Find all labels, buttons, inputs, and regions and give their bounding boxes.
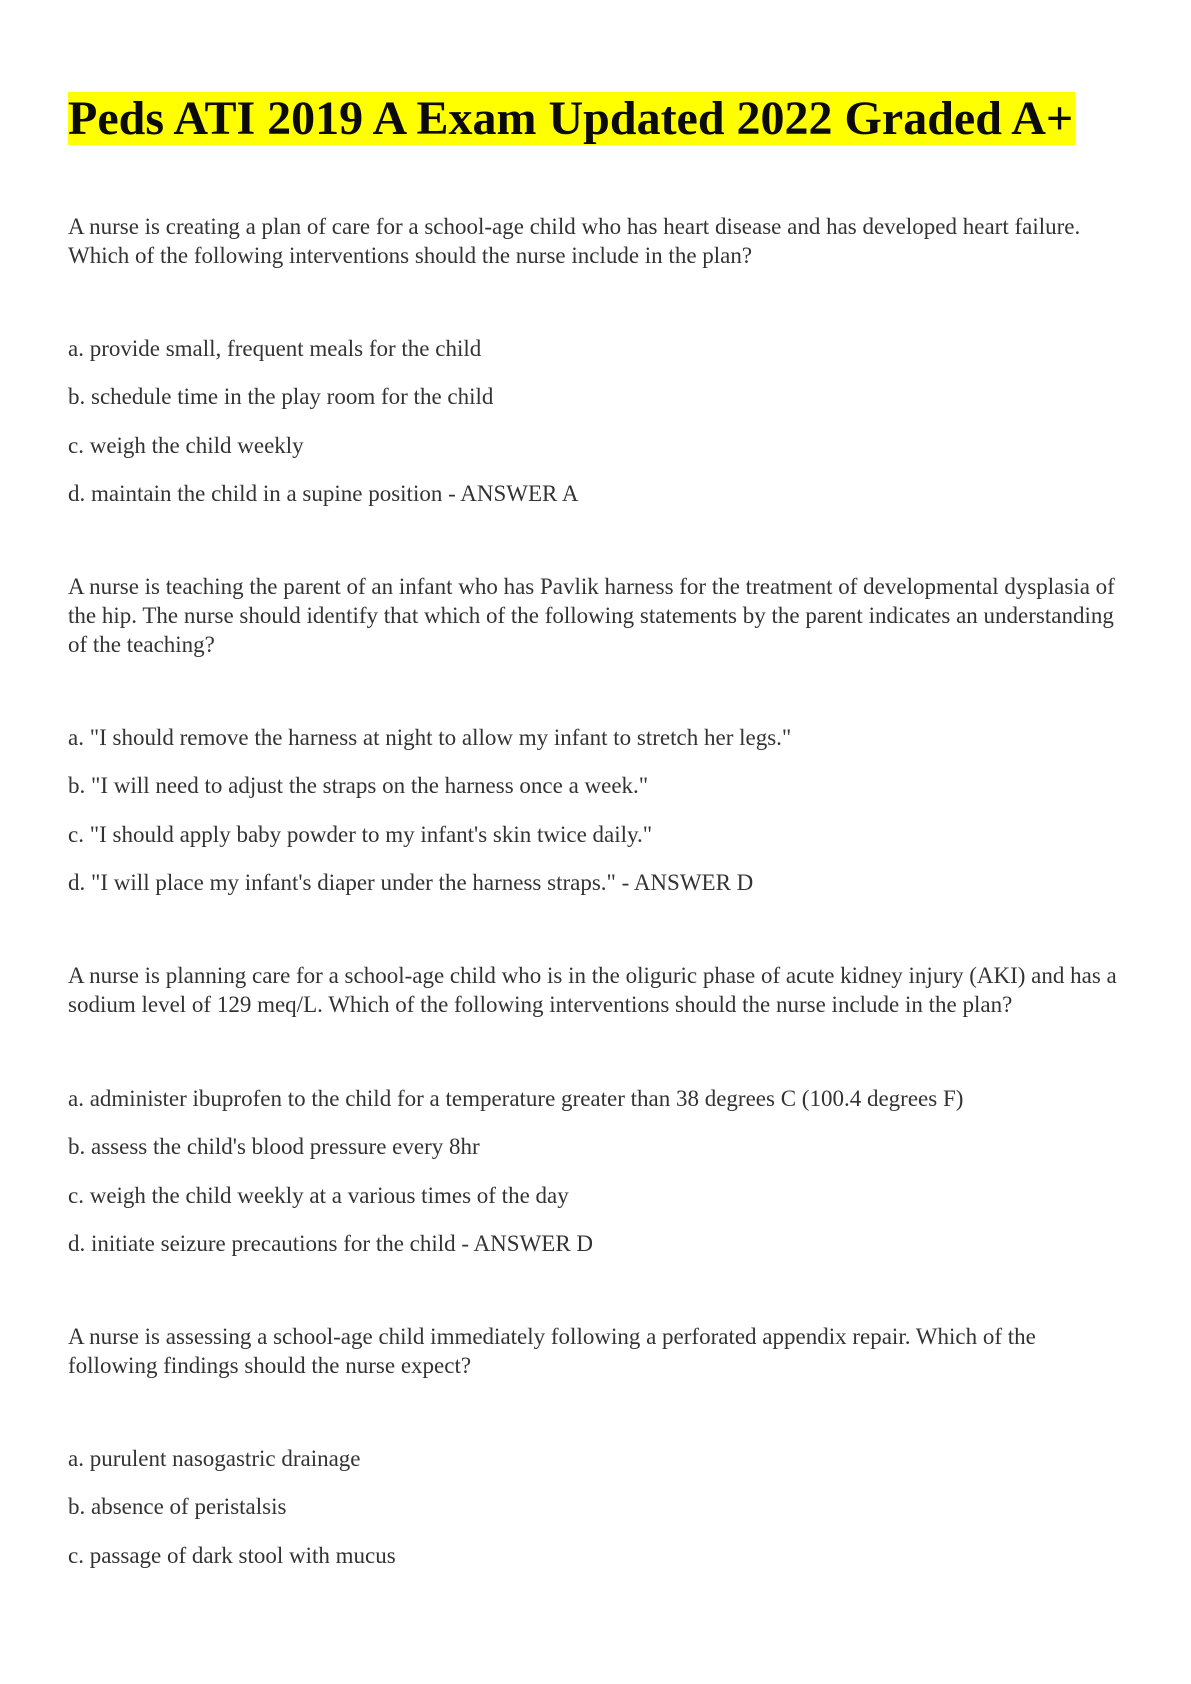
question-3-option-a: a. administer ibuprofen to the child for a temperature greater than 38 degrees C (100.4 degrees F) — [68, 1086, 964, 1111]
question-1-option-a: a. provide small, frequent meals for the child — [68, 336, 482, 361]
question-4-option-a: a. purulent nasogastric drainage — [68, 1446, 361, 1471]
question-3-option-c: c. weigh the child weekly at a various times of the day — [68, 1183, 569, 1208]
question-4-option-c: c. passage of dark stool with mucus — [68, 1543, 396, 1568]
question-3-stem: A nurse is planning care for a school-age child who is in the oliguric phase of acute kidney injury (AKI) and has a sodium level of 129 meq/L. Which of the following interventions should the nurse include in the plan? — [68, 963, 1117, 1017]
question-1-option-c: c. weigh the child weekly — [68, 433, 304, 458]
question-1-stem: A nurse is creating a plan of care for a school-age child who has heart disease and has developed heart failure. Which of the following interventions should the nurse include in the plan? — [68, 214, 1081, 268]
question-1-option-d: d. maintain the child in a supine position - ANSWER A — [68, 481, 579, 506]
question-3-option-b: b. assess the child's blood pressure every 8hr — [68, 1134, 480, 1159]
question-2-option-d: d. "I will place my infant's diaper under the harness straps." - ANSWER D — [68, 870, 754, 895]
document-title — [68, 92, 1075, 146]
question-2-option-a: a. "I should remove the harness at night to allow my infant to stretch her legs." — [68, 725, 792, 750]
question-3-option-d: d. initiate seizure precautions for the child - ANSWER D — [68, 1231, 594, 1256]
question-4-stem: A nurse is assessing a school-age child immediately following a perforated appendix repair. Which of the following findings should the nurse expect? — [68, 1324, 1036, 1378]
title-highlight: Peds ATI 2019 A Exam Updated 2022 Graded A+ — [68, 92, 1074, 145]
question-2-option-c: c. "I should apply baby powder to my infant's skin twice daily." — [68, 822, 653, 847]
question-2-stem: A nurse is teaching the parent of an infant who has Pavlik harness for the treatment of developmental dysplasia of the hip. The nurse should identify that which of the following statements by the parent indicates an understanding of the teaching? — [68, 574, 1115, 657]
question-4-option-b: b. absence of peristalsis — [68, 1494, 287, 1519]
question-2-option-b: b. "I will need to adjust the straps on the harness once a week." — [68, 773, 649, 798]
question-1-option-b: b. schedule time in the play room for the child — [68, 384, 494, 409]
